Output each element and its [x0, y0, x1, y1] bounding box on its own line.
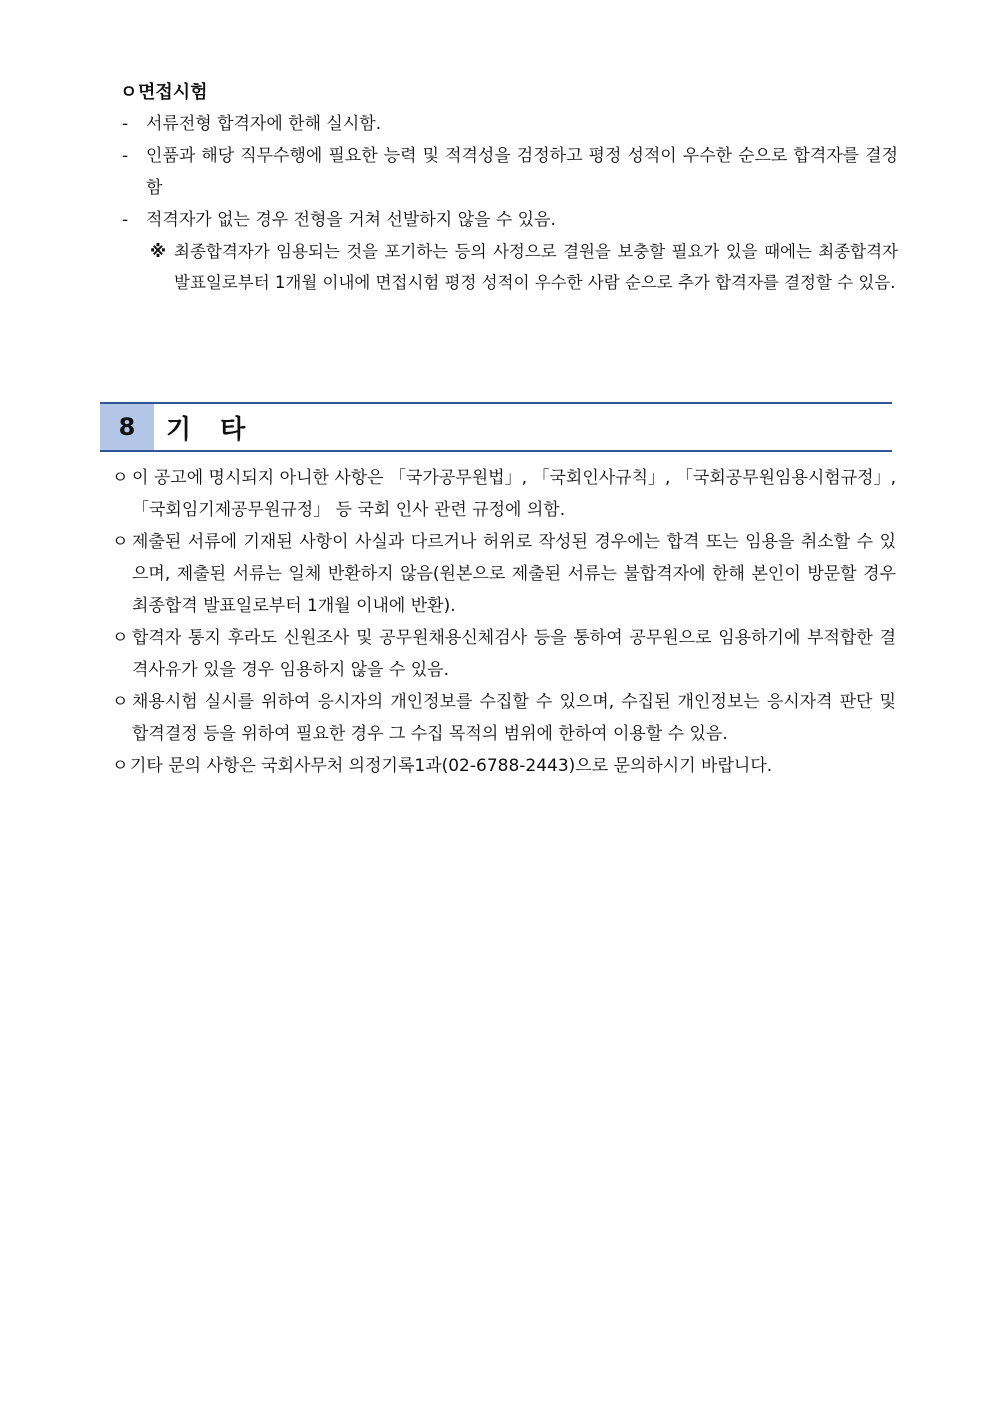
interview-item-text: 인품과 해당 직무수행에 필요한 능력 및 적격성을 검정하고 평정 성적이 우수한 순으로 합격자를 결정함: [146, 146, 898, 198]
note-mark: ※: [150, 242, 167, 261]
misc-item: [112, 750, 896, 782]
misc-item-text: 제출된 서류에 기재된 사항이 사실과 다르거나 허위로 작성된 경우에는 합격 또는 임용을 취소할 수 있으며, 제출된 서류는 일체 반환하지 않음(원본으로 제출된 서류는 불합격자에 한해 본인이 방문할 경우 최종합격 발표일로부터 1개월 이내에 반환).: [132, 532, 896, 616]
misc-section: [112, 462, 896, 782]
section-title: 기 타: [166, 414, 256, 445]
heading-bullet: ㅇ: [120, 82, 138, 103]
interview-heading: [118, 78, 898, 108]
interview-item: [118, 140, 898, 204]
dash-mark: -: [122, 146, 129, 166]
interview-item: [118, 204, 898, 236]
circle-bullet: ㅇ: [112, 628, 129, 648]
misc-item: [112, 686, 896, 750]
misc-item: [112, 622, 896, 686]
dash-mark: -: [122, 210, 129, 230]
interview-item-text: 서류전형 합격자에 한해 실시함.: [146, 114, 382, 134]
misc-item-text: 합격자 통지 후라도 신원조사 및 공무원채용신체검사 등을 통하여 공무원으로 임용하기에 부적합한 결격사유가 있을 경우 임용하지 않을 수 있음.: [132, 628, 896, 680]
interview-heading-text: 면접시험: [138, 82, 208, 103]
interview-note: [118, 236, 898, 298]
section-number: 8: [100, 404, 154, 450]
misc-item: [112, 462, 896, 526]
circle-bullet: ㅇ: [112, 468, 129, 488]
section-header: [100, 402, 892, 452]
misc-item-text: 기타 문의 사항은 국회사무처 의정기록1과(02-6788-2443)으로 문의하시기 바랍니다.: [130, 756, 773, 776]
circle-bullet: ㅇ: [112, 692, 129, 712]
dash-mark: -: [122, 114, 129, 134]
interview-item-text: 적격자가 없는 경우 전형을 거쳐 선발하지 않을 수 있음.: [146, 210, 556, 230]
interview-section: [118, 78, 898, 298]
misc-item: [112, 526, 896, 622]
circle-bullet: ㅇ: [112, 756, 129, 776]
interview-note-text: 최종합격자가 임용되는 것을 포기하는 등의 사정으로 결원을 보충할 필요가 있을 때에는 최종합격자 발표일로부터 1개월 이내에 면접시험 평정 성적이 우수한 사람 순으로 추가 합격자를 결정할 수 있음.: [174, 242, 898, 292]
circle-bullet: ㅇ: [112, 532, 129, 552]
interview-item: [118, 108, 898, 140]
misc-item-text: 채용시험 실시를 위하여 응시자의 개인정보를 수집할 수 있으며, 수집된 개인정보는 응시자격 판단 및 합격결정 등을 위하여 필요한 경우 그 수집 목적의 범위에 한하여 이용할 수 있음.: [132, 692, 896, 744]
misc-item-text: 이 공고에 명시되지 아니한 사항은 「국가공무원법」, 「국회인사규칙」, 「국회공무원임용시험규정」, 「국회임기제공무원규정」 등 국회 인사 관련 규정에 의함.: [132, 468, 896, 520]
